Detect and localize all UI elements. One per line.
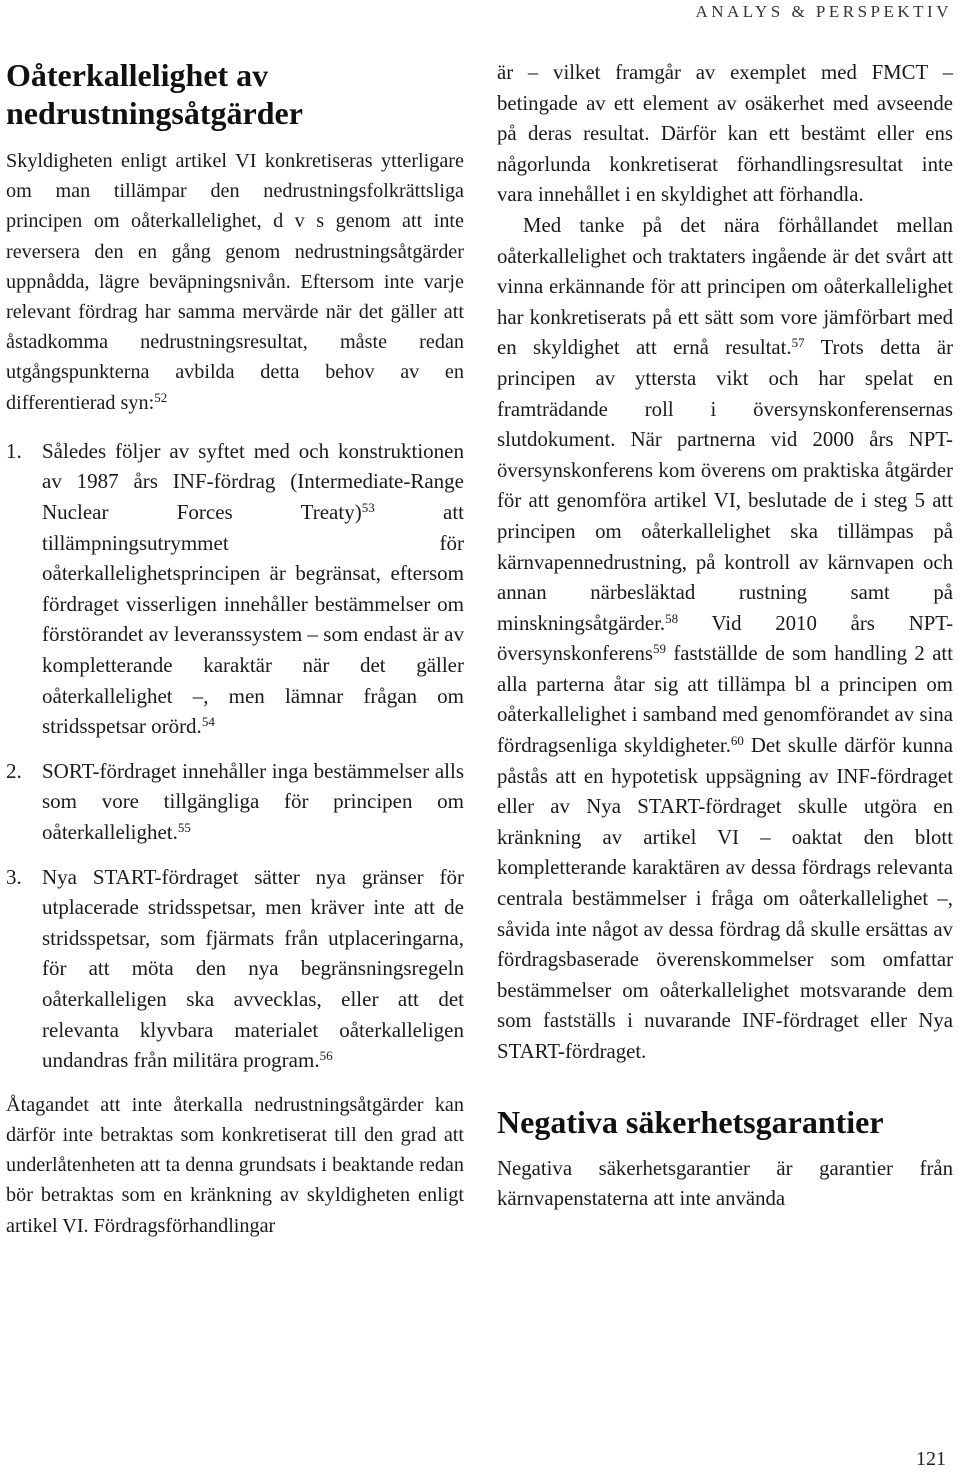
body-text: fastställde de som handling 2 att alla parterna åtar sig att tillämpa bl a principen om oåterkallelighet i samband med genomförandet av sina fördragsenliga skyldigheter. — [497, 642, 953, 758]
intro-text: Skyldigheten enligt artikel VI konkretiseras ytterligare om man tillämpar den nedrustningsfolkrättsliga principen om oåterkallelighet, d v s genom att inte reversera den en gång genom nedrustningsåtgärder uppnådda, lägre beväpningsnivån. Eftersom inte varje relevant fördrag har samma mervärde när det gäller att åstadkomma nedrustningsresultat, måste redan utgångspunkterna avbilda detta behov av en differentierad syn: — [6, 150, 464, 414]
list-item — [6, 436, 464, 742]
footnote-ref: 56 — [319, 1048, 333, 1064]
list-number: 3. — [6, 864, 22, 889]
closing-paragraph: Åtagandet att inte återkalla nedrustningsåtgärder kan därför inte betraktas som konkretiserat till den grad att underlåtenheten att ta denna grundsats i beaktande redan bör betraktas som en kränkning av skyldigheten enligt artikel VI. Fördragsförhandlingar — [6, 1093, 464, 1237]
body-text: Vid 2010 års NPT-översynskonferens — [497, 611, 953, 666]
intro-paragraph — [6, 146, 464, 418]
list-item-text: Nya START-fördraget sätter nya gränser för utplacerade stridsspetsar, men kräver inte att de stridsspetsar, som fjärmats från utplaceringarna, för att möta den nya begränsningsregeln oåterkalleligen ska avvecklas, eller att det relevanta klyvbara materialet oåterkalleligen undandras från militära program. — [42, 864, 464, 1073]
list-item-text-cont: att tillämpningsutrymmet för oåterkallelighetsprincipen är begränsat, eftersom fördraget visserligen innehåller bestämmelser om förstörandet av leveranssystem – som endast är av kompletterande karaktär när det gäller oåterkallelighet –, men lämnar frågan om stridsspetsar orörd. — [42, 500, 464, 739]
left-column — [6, 56, 464, 1241]
numbered-list — [6, 436, 464, 1076]
footnote-ref: 57 — [791, 335, 805, 351]
footnote-ref: 52 — [154, 389, 168, 405]
footnote-ref: 54 — [201, 714, 215, 730]
section-heading: Oåterkallelighet av nedrustningsåtgärder — [6, 57, 303, 131]
list-number: 2. — [6, 758, 22, 783]
section-heading-2: Negativa säkerhetsgarantier — [497, 1103, 884, 1140]
list-item — [6, 862, 464, 1076]
footnote-ref: 53 — [361, 500, 375, 516]
footnote-ref: 58 — [665, 610, 679, 626]
body-paragraph — [497, 211, 953, 1068]
body-text: Trots detta är principen av yttersta vikt och har spelat en framträdande roll i översynskonferensernas slutdokument. När partnerna vid 2000 års NPT-översynskonferens kom överens om praktiska åtgärder för att genomföra artikel VI, beslutade de i steg 5 att principen om oåterkallelighet ska tillämpas på kärnvapennedrustning, på kontroll av kärnvapen och annan närbesläktad rustning samt på minskningsåtgärder. — [497, 336, 954, 635]
list-item-text: Således följer av syftet med och konstruktionen av 1987 års INF-fördrag (Intermediate-Range Nuclear Forces Treaty) — [42, 438, 464, 525]
footnote-ref: 55 — [177, 819, 191, 835]
body-text: Det skulle därför kunna påstås att en hypotetisk uppsägning av INF-fördraget eller av Nya START-fördraget skulle utgöra en kränkning av artikel VI – oaktat den blott kompletterande karaktären av dessa fördrags relevanta centrala bestämmelser i fråga om oåterkallelighet –, såvida inte något av dessa fördrag då skulle ersättas av fördragsbaserade överenskommelser som omfattar bestämmelser om oåterkallelighet motsvarande dem som fastställs i nuvarande INF-fördraget eller Nya START-fördraget. — [497, 734, 953, 1063]
right-column — [497, 58, 953, 1215]
body-paragraph-2: Negativa säkerhetsgarantier är garantier från kärnvapenstaterna att inte använda — [497, 1156, 953, 1211]
footnote-ref: 59 — [652, 641, 666, 657]
list-item-text: SORT-fördraget innehåller inga bestämmelser alls som vore tillgängliga för principen om oåterkallelighet. — [42, 758, 464, 844]
continued-paragraph: är – vilket framgår av exemplet med FMCT – betingade av ett element av osäkerhet med avseende på deras resultat. Därför kan ett bestämt eller ens någorlunda konkretiserat förhandlingsresultat inte vara innehållet i en skyldighet att förhandla. — [497, 61, 953, 207]
body-text: Med tanke på det nära förhållandet mellan oåterkallelighet och traktaters ingående är det svårt att vinna erkännande för att principen om oåterkallelighet har konkretiserats på ett sätt som vore jämförbart med en skyldighet att ernå resultat. — [497, 213, 953, 360]
running-head: ANALYS & PERSPEKTIV — [695, 2, 952, 21]
list-item — [6, 756, 464, 848]
footnote-ref: 60 — [730, 733, 744, 749]
list-number: 1. — [6, 438, 22, 463]
page-number: 121 — [916, 1448, 946, 1470]
